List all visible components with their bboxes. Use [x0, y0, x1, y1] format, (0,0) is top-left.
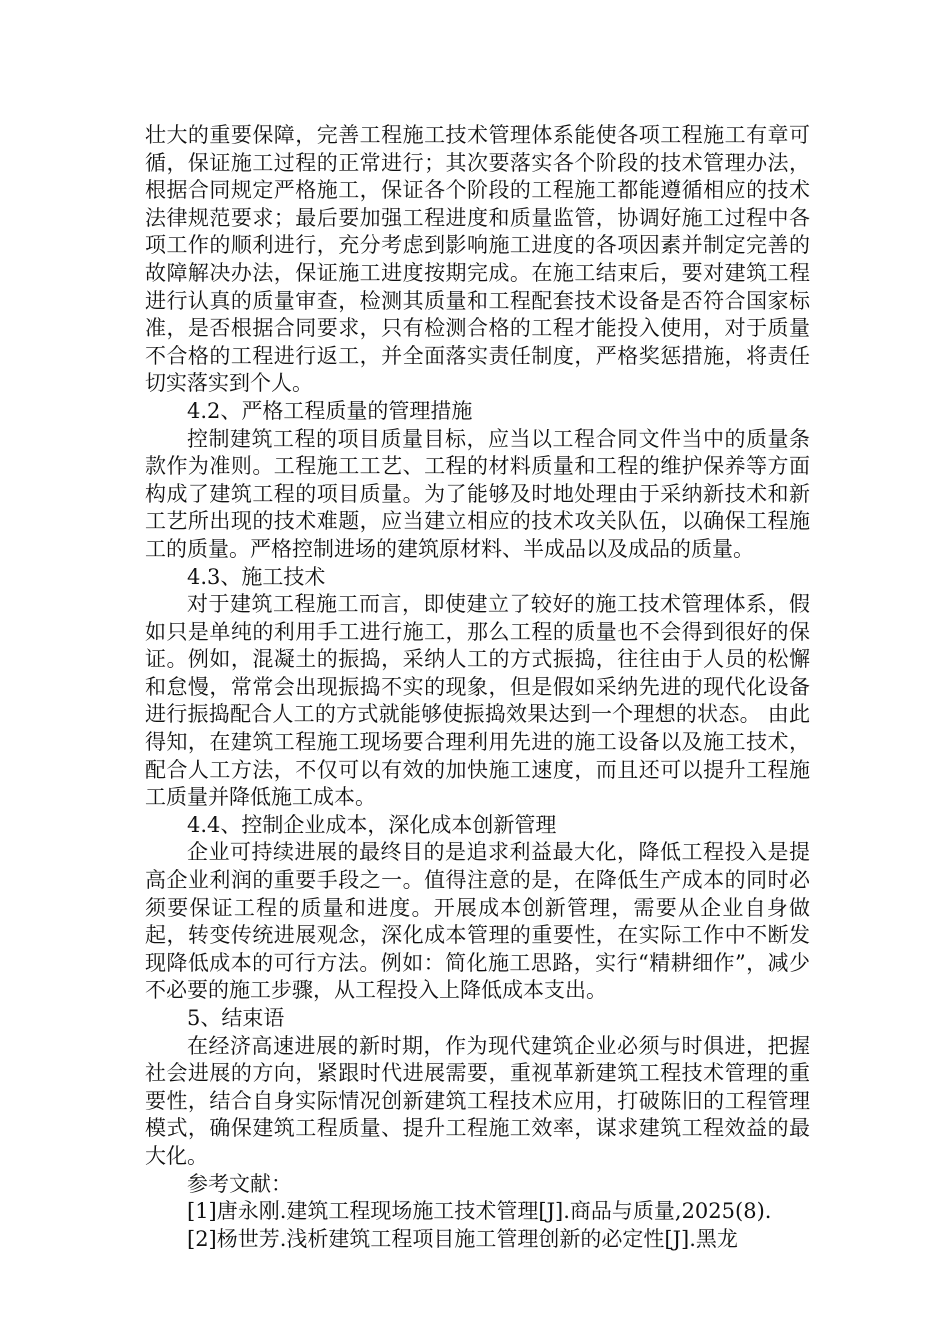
- paragraph-continued: 壮大的重要保障，完善工程施工技术管理体系能使各项工程施工有章可循，保证施工过程的正常进行；其次要落实各个阶段的技术管理办法，根据合同规定严格施工，保证各个阶段的工程施工都能遵循相应的技术法律规范要求；最后要加强工程进度和质量监管，协调好施工过程中各项工作的顺利进行，充分考虑到影响施工进度的各项因素并制定完善的故障解决办法，保证施工进度按期完成。在施工结束后，要对建筑工程进行认真的质量审查，检测其质量和工程配套技术设备是否符合国家标准，是否根据合同要求，只有检测合格的工程才能投入使用，对于质量不合格的工程进行返工，并全面落实责任制度，严格奖惩措施，将责任切实落实到个人。: [145, 123, 810, 396]
- paragraph-4-3: 对于建筑工程施工而言，即使建立了较好的施工技术管理体系，假如只是单纯的利用手工进行施工，那么工程的质量也不会得到很好的保证。例如，混凝土的振捣，采纳人工的方式振捣，往往由于人员的松懈和怠慢，常常会出现振捣不实的现象，但是假如采纳先进的现代化设备进行振捣配合人工的方式就能够使振捣效果达到一个理想的状态。 由此得知，在建筑工程施工现场要合理利用先进的施工设备以及施工技术，配合人工方法，不仅可以有效的加快施工速度，而且还可以提升工程施工质量并降低施工成本。: [145, 592, 810, 810]
- paragraph-5: 在经济高速进展的新时期，作为现代建筑企业必须与时俱进，把握社会进展的方向，紧跟时代进展需要，重视革新建筑工程技术管理的重要性，结合自身实际情况创新建筑工程技术应用，打破陈旧的工程管理模式，确保建筑工程质量、提升工程施工效率，谋求建筑工程效益的最大化。: [145, 1033, 810, 1168]
- section-heading-5: 5、结束语: [187, 1006, 285, 1030]
- document-page: [145, 122, 810, 1253]
- section-heading-4-3: 4.3、施工技术: [187, 564, 326, 589]
- section-heading-4-4: 4.4、控制企业成本，深化成本创新管理: [187, 812, 557, 837]
- references-label: 参考文献：: [187, 1171, 292, 1196]
- reference-2: [2]杨世芳.浅析建筑工程项目施工管理创新的必定性[J].黑龙: [187, 1226, 738, 1251]
- paragraph-4-4: 企业可持续进展的最终目的是追求利益最大化，降低工程投入是提高企业利润的重要手段之一。值得注意的是，在降低生产成本的同时必须要保证工程的质量和进度。开展成本创新管理，需要从企业自身做起，转变传统进展观念，深化成本管理的重要性，在实际工作中不断发现降低成本的可行方法。例如：简化施工思路，实行“精耕细作”，减少不必要的施工步骤，从工程投入上降低成本支出。: [145, 840, 810, 1003]
- paragraph-4-2: 控制建筑工程的项目质量目标，应当以工程合同文件当中的质量条款作为准则。工程施工工艺、工程的材料质量和工程的维护保养等方面构成了建筑工程的项目质量。为了能够及时地处理由于采纳新技术和新工艺所出现的技术难题，应当建立相应的技术攻关队伍，以确保工程施工的质量。严格控制进场的建筑原材料、半成品以及成品的质量。: [145, 426, 810, 561]
- reference-1: [1]唐永刚.建筑工程现场施工技术管理[J].商品与质量,2025(8).: [187, 1199, 772, 1224]
- section-heading-4-2: 4.2、严格工程质量的管理措施: [187, 398, 473, 423]
